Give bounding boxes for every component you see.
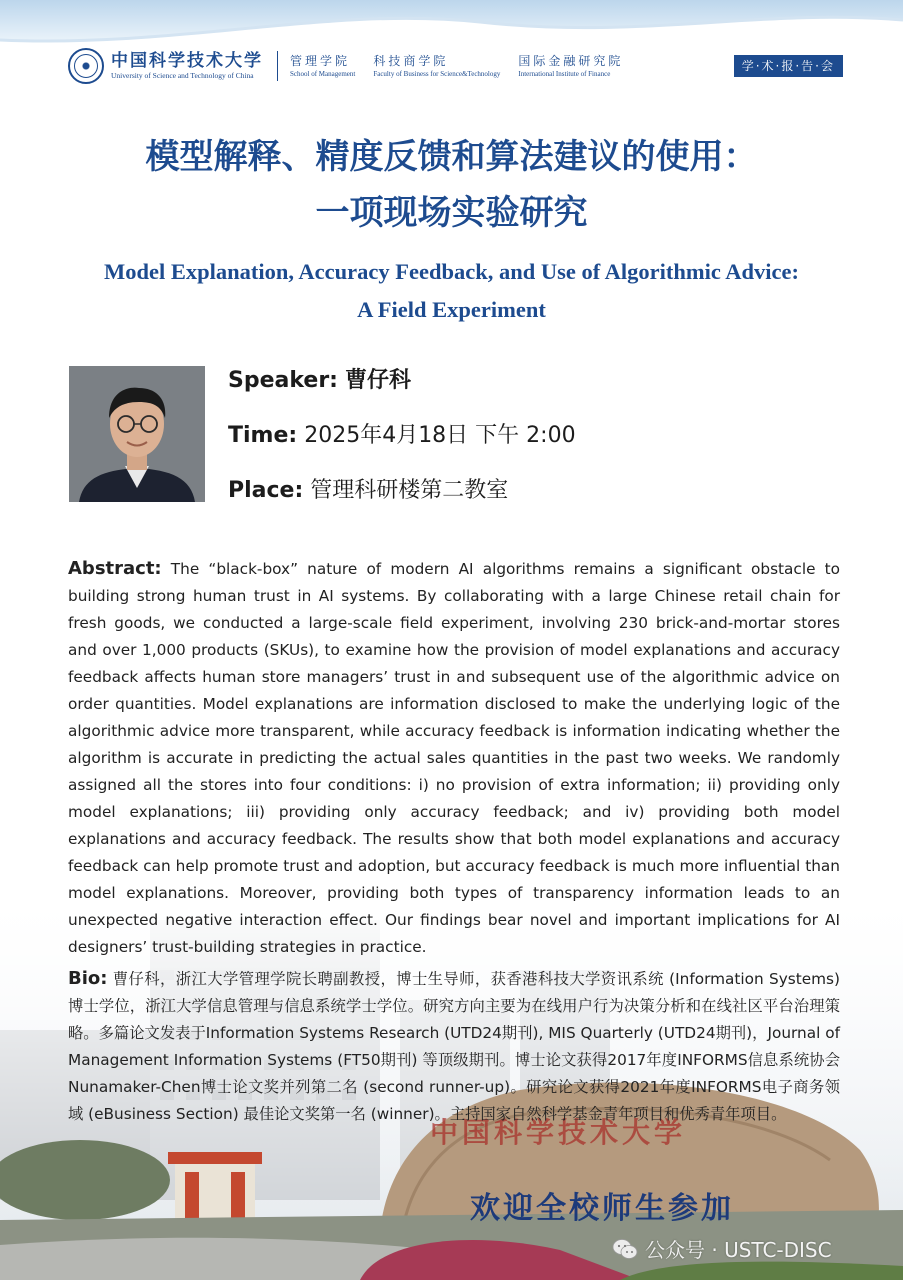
time-label: Time: <box>228 423 298 448</box>
time-line <box>228 421 576 451</box>
abstract-label: Abstract: <box>68 558 162 579</box>
school-finance <box>518 53 623 79</box>
place-label: Place: <box>228 478 304 503</box>
speaker-line <box>228 366 411 396</box>
speaker-name: 曹仔科 <box>344 368 411 393</box>
wechat-icon <box>612 1238 638 1260</box>
header <box>68 46 843 86</box>
title-cn-line2: 一项现场实验研究 <box>315 193 588 233</box>
bio <box>68 965 840 1128</box>
university-name-en: University of Science and Technology of China <box>111 71 254 80</box>
abstract <box>68 555 840 961</box>
school-name-cn: 国际金融研究院 <box>518 54 624 68</box>
university-name <box>111 51 263 81</box>
school-business <box>373 53 500 79</box>
seminar-badge: 学·术·报·告·会 <box>734 55 843 77</box>
speaker-label: Speaker: <box>228 368 338 393</box>
time-value: 2025年4月18日 下午 2:00 <box>304 423 576 448</box>
place-value: 管理科研楼第二教室 <box>310 478 509 503</box>
school-name-en: Faculty of Business for Science&Technology <box>373 70 501 78</box>
watermark-text: 公众号 · USTC-DISC <box>645 1238 832 1262</box>
school-management <box>290 53 355 79</box>
university-name-cn: 中国科学技术大学 <box>111 51 263 71</box>
place-line <box>228 476 508 506</box>
title-cn-line1: 模型解释、精度反馈和算法建议的使用： <box>145 137 758 177</box>
title-en-line2: A Field Experiment <box>357 297 546 322</box>
header-divider <box>277 51 278 81</box>
wechat-watermark <box>612 1234 832 1263</box>
bio-label: Bio: <box>68 968 108 989</box>
school-name-cn: 管理学院 <box>290 54 351 68</box>
bio-text: 曹仔科，浙江大学管理学院长聘副教授，博士生导师，获香港科技大学资讯系统 (Information Systems) 博士学位，浙江大学信息管理与信息系统学士学位。研究方向主要为在线用户行为决策分析和在线社区平台治理策略。多篇论文发表于Information Systems Research (UTD24期刊), MIS Quarterly (UTD24期刊)，Journal of Management Information Systems (FT50期刊) 等顶级期刊。博士论文获得2017年度INFORMS信息系统协会Nunamaker-Chen博士论文奖并列第二名 (second runner-up)。研究论文获得2021年度INFORMS电子商务领域 (eBusiness Section) 最佳论文奖第一名 (winner)。主持国家自然科学基金青年项目和优秀青年项目。 <box>68 970 840 1123</box>
speaker-photo <box>69 366 205 502</box>
school-name-en: School of Management <box>290 70 356 78</box>
school-name-cn: 科技商学院 <box>373 54 449 68</box>
rock-inscription: 中国科学技术大学 <box>430 1116 687 1149</box>
title-en-line1: Model Explanation, Accuracy Feedback, and Use of Algorithmic Advice: <box>104 259 799 284</box>
school-name-en: International Institute of Finance <box>518 70 611 78</box>
university-seal-icon <box>68 48 104 84</box>
abstract-text: The “black-box” nature of modern AI algorithms remains a significant obstacle to building strong human trust in AI systems. By collaborating with a large Chinese retail chain for fresh goods, we conducted a large-scale field experiment, involving 230 brick-and-mortar stores and over 1,000 products (SKUs), to examine how the provision of model explanations and accuracy feedback affects human store managers’ trust in and subsequent use of the algorithmic advice on order quantities. Model explanations are information disclosed to make the underlying logic of the algorithmic advice more transparent, while accuracy feedback is information indicating whether the algorithm is accurate in predicting the actual sales quantities in the past two weeks. We randomly assigned all the stores into four conditions: i) no provision of extra information; ii) providing only model explanations; iii) providing only accuracy feedback; and iv) providing both model explanations and accuracy feedback. The results show that both model explanations and accuracy feedback can help promote trust and adoption, but accuracy feedback is much more influential than model explanations. Moreover, providing both types of transparency information leads to an unexpected negative interaction effect. Our findings bear novel and important implications for AI designers’ trust-building strategies in practice. <box>68 560 840 956</box>
welcome-text: 欢迎全校师生参加 <box>470 1191 734 1226</box>
